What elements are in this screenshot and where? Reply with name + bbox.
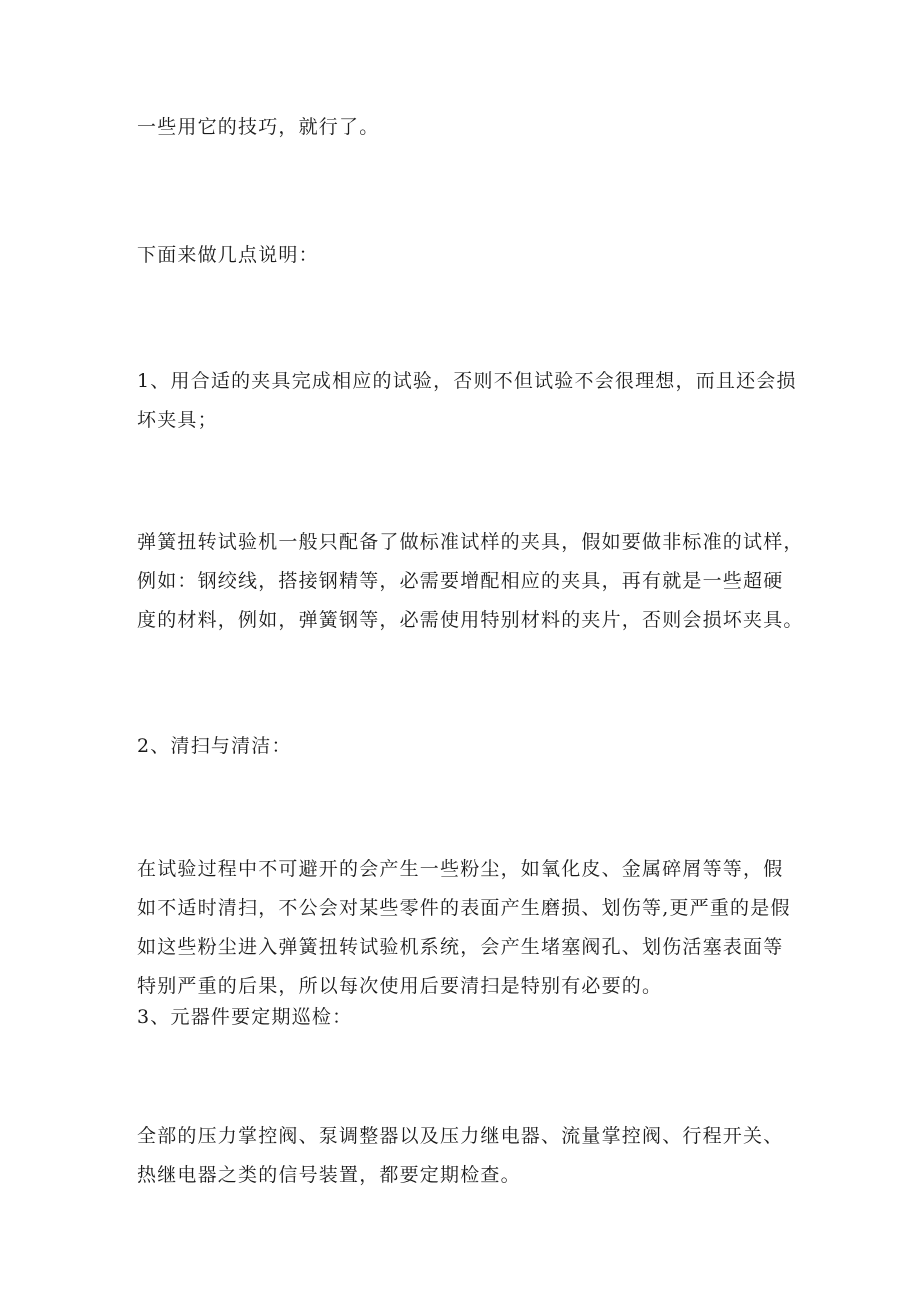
text-line: 在试验过程中不可避开的会产生一些粉尘，如氧化皮、金属碎屑等等，假 — [137, 858, 784, 880]
paragraph-fixtures — [137, 523, 804, 640]
text-line: 全部的压力掌控阀、泵调整器以及压力继电器、流量掌控阀、行程开关、 — [137, 1125, 784, 1147]
paragraph-inspection — [137, 1117, 797, 1195]
paragraph-section-1 — [137, 362, 797, 440]
paragraph-cleaning — [137, 850, 797, 1037]
text-line: 特别严重的后果，所以每次使用后要清扫是特别有必要的。 — [137, 975, 663, 997]
paragraph-intro — [137, 108, 797, 147]
text-line: 例如：钢绞线，搭接钢精等，必需要增配相应的夹具，再有就是一些超硬 — [137, 570, 784, 592]
paragraph-section-2 — [137, 727, 797, 766]
text-line: 弹簧扭转试验机一般只配备了做标准试样的夹具，假如要做非标准的试样， — [137, 531, 804, 553]
text-line: 如不适时清扫，不公会对某些零件的表面产生磨损、划伤等,更严重的是假 — [137, 897, 791, 919]
text-line: 热继电器之类的信号装置，都要定期检查。 — [137, 1164, 521, 1186]
text-line: 如这些粉尘进入弹簧扭转试验机系统，会产生堵塞阀孔、划伤活塞表面等 — [137, 936, 784, 958]
paragraph-notes-heading — [137, 236, 797, 275]
text-line: 度的材料，例如，弹簧钢等，必需使用特别材料的夹片，否则会损坏夹具。 — [137, 609, 804, 631]
text-line: 坏夹具； — [137, 409, 218, 431]
text-line: 3、元器件要定期巡检： — [137, 1006, 353, 1028]
text-line: 一些用它的技巧，就行了。 — [137, 116, 380, 138]
text-line: 1、用合适的夹具完成相应的试验，否则不但试验不会很理想，而且还会损 — [137, 370, 797, 392]
text-line: 下面来做几点说明： — [137, 244, 319, 266]
text-line: 2、清扫与清洁： — [137, 735, 292, 757]
